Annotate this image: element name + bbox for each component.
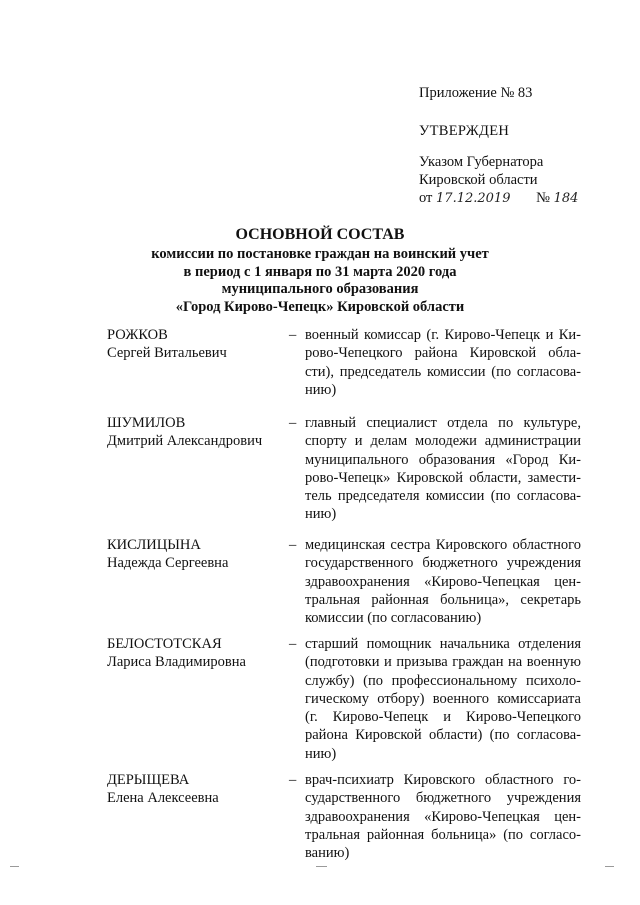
member-dash: –: [289, 415, 297, 431]
decree-line-2: Кировской области: [419, 172, 538, 188]
date-prefix: от: [419, 190, 433, 206]
description-line: комиссии (по согласованию): [305, 610, 482, 627]
description-line: тель председателя комиссии (по согласова-: [305, 488, 581, 505]
document-title: ОСНОВНОЙ СОСТАВ: [235, 226, 405, 243]
approved-label: УТВЕРЖДЕН: [419, 123, 510, 139]
scan-speck: [605, 866, 614, 867]
description-line: муниципального образования «Город Ки-: [305, 451, 581, 468]
member-given-name: Лариса Владимировна: [107, 654, 246, 670]
decree-line-1: Указом Губернатора: [419, 154, 544, 170]
description-line: тральная районная больница» (по согласо-: [305, 826, 581, 843]
description-line: гическому отбору) военного комиссариата: [305, 690, 581, 707]
member-surname: ДЕРЫЩЕВА: [107, 772, 190, 788]
member-dash: –: [289, 327, 297, 343]
attachment-label: Приложение № 83: [419, 85, 533, 101]
member-description: [305, 771, 581, 862]
member-surname: БЕЛОСТОТСКАЯ: [107, 636, 222, 652]
description-line: рово-Чепецкого района Кировской обла-: [305, 345, 581, 362]
number-prefix: №: [536, 190, 550, 206]
description-line: медицинская сестра Кировского областного: [305, 537, 581, 553]
scan-speck: [10, 866, 19, 867]
description-line: главный специалист отдела по культуре,: [305, 415, 581, 431]
description-line: ванию): [305, 845, 350, 862]
description-line: здравоохранения «Кирово-Чепецкая цен-: [305, 573, 581, 590]
member-dash: –: [289, 537, 297, 553]
member-given-name: Дмитрий Александрович: [107, 433, 263, 449]
description-line: района Кировской области) (по согласова-: [305, 727, 581, 744]
member-dash: –: [289, 772, 297, 788]
description-line: сти), председатель комиссии (по согласова-: [305, 363, 581, 380]
subtitle-line-2: в период с 1 января по 31 марта 2020 года: [183, 263, 457, 280]
member-surname: ШУМИЛОВ: [107, 415, 186, 431]
member-name: [107, 326, 227, 362]
subtitle-line-1: комиссии по постановке граждан на воинский учет: [151, 246, 489, 262]
member-description: [305, 536, 581, 627]
description-line: государственного бюджетного учреждения: [305, 555, 581, 572]
description-line: (г. Кирово-Чепецк и Кирово-Чепецкого: [305, 709, 581, 726]
subtitle-line-4: «Город Кирово-Чепецк» Кировской области: [175, 298, 465, 315]
description-line: тральная районная больница», секретарь: [305, 591, 581, 608]
member-name: [107, 414, 262, 450]
member-description: [305, 635, 581, 763]
subtitle-line-3: муниципального образования: [221, 281, 419, 297]
description-line: спорту и делам молодежи администрации: [305, 433, 581, 450]
member-given-name: Надежда Сергеевна: [107, 555, 229, 571]
member-description: [305, 414, 581, 524]
member-name: [107, 771, 219, 807]
description-line: врач-психиатр Кировского областного го-: [305, 772, 581, 788]
handwritten-number: 184: [553, 191, 579, 206]
description-line: нию): [305, 745, 337, 762]
description-line: сударственного бюджетного учреждения: [305, 790, 581, 807]
description-line: рово-Чепецк» Кировской области, замести-: [305, 469, 581, 486]
description-line: военный комиссар (г. Кирово-Чепецк и Ки-: [305, 327, 581, 343]
member-surname: РОЖКОВ: [107, 327, 168, 343]
description-line: (подготовки и призыва граждан на военную: [305, 654, 581, 671]
description-line: нию): [305, 381, 337, 398]
member-dash: –: [289, 636, 297, 652]
description-line: здравоохранения «Кирово-Чепецкая цен-: [305, 808, 581, 825]
decree-date-line: [419, 189, 578, 208]
description-line: нию): [305, 506, 337, 523]
description-line: старший помощник начальника отделения: [305, 636, 581, 652]
member-description: [305, 326, 581, 399]
member-name: [107, 536, 228, 572]
member-surname: КИСЛИЦЫНА: [107, 537, 201, 553]
document-subtitle: [0, 246, 640, 316]
handwritten-date: 17.12.2019: [436, 191, 511, 206]
member-given-name: Елена Алексеевна: [107, 790, 219, 806]
member-given-name: Сергей Витальевич: [107, 345, 227, 361]
description-line: службу) (по профессиональному психоло-: [305, 672, 581, 689]
scan-speck: [316, 866, 327, 867]
member-name: [107, 635, 246, 671]
decree-block: [419, 153, 578, 208]
